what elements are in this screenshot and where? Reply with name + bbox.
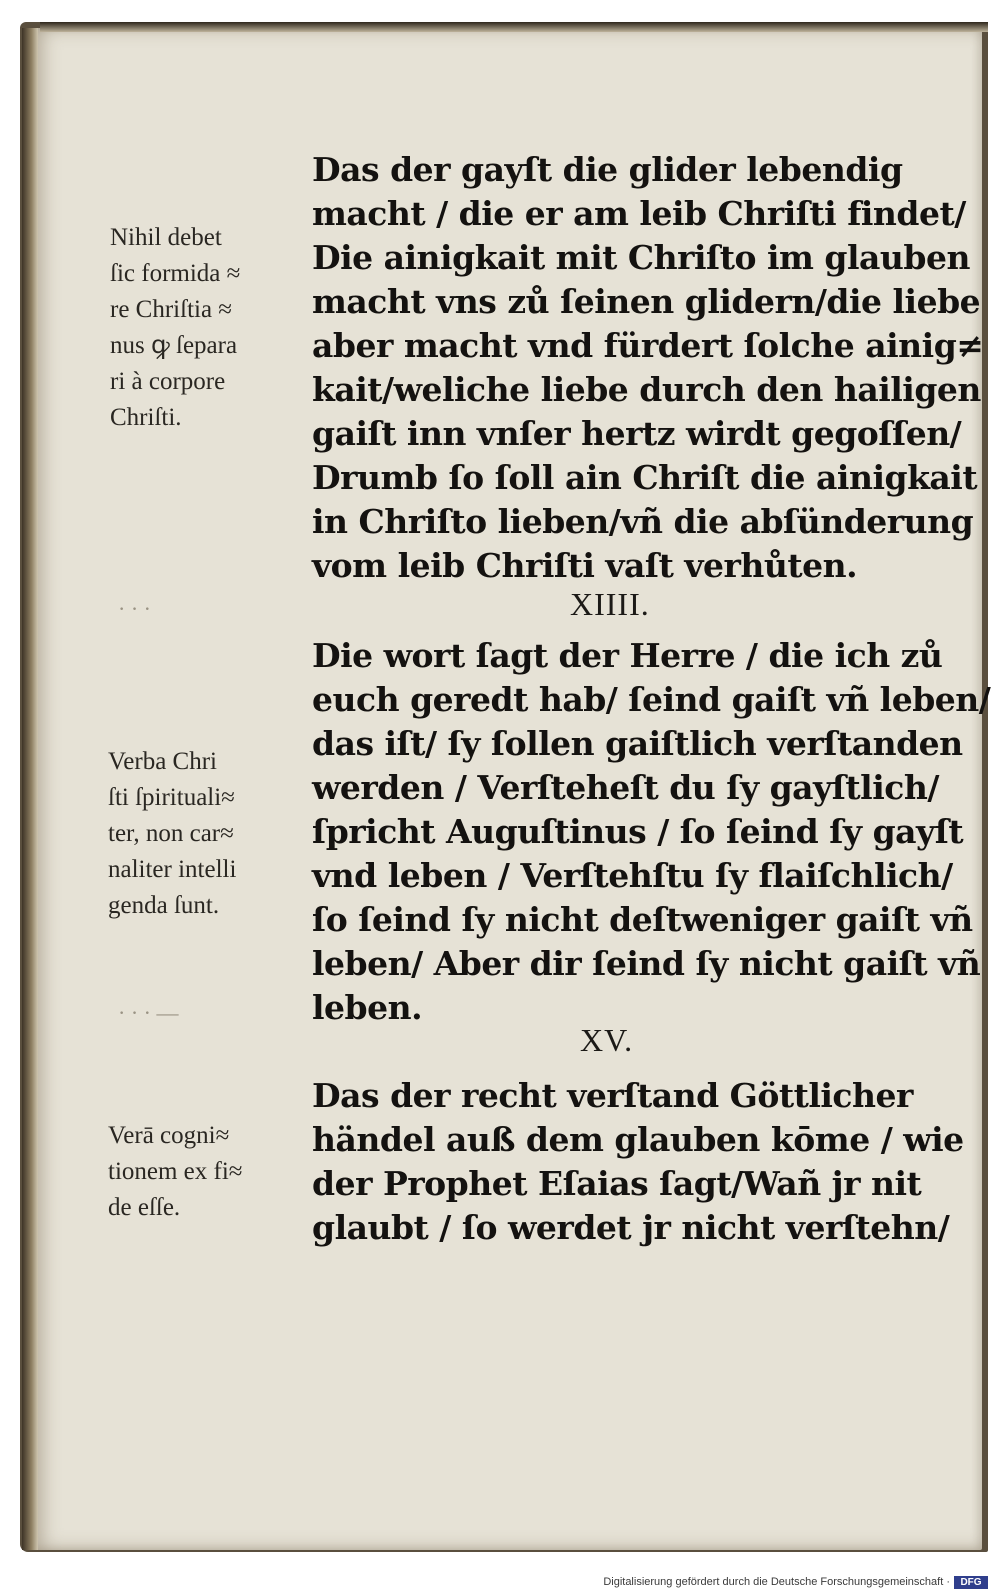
- section-heading-14: XIIII.: [570, 586, 650, 622]
- text-line: euch geredt hab/ ſeind gaiſt vñ leben/: [312, 680, 991, 719]
- margin-line: nus ꝙ ſepara: [110, 332, 238, 359]
- dfg-logo: DFG: [954, 1576, 988, 1589]
- text-line: ſo ſeind ſy nicht deſtweniger gaiſt vñ: [312, 900, 973, 939]
- text-line: macht / die er am leib Chriſti findet/: [312, 194, 966, 233]
- margin-line: Verba Chri: [108, 748, 217, 775]
- main-text-column: [312, 148, 991, 1250]
- text-line: der Prophet Eſaias ſagt/Wañ jr nit: [312, 1164, 922, 1203]
- text-line: Die wort ſagt der Herre / die ich zů: [312, 636, 943, 675]
- text-line: Das der recht verſtand Göttlicher: [312, 1076, 913, 1115]
- bleed-through-mark: · · · —: [118, 1000, 179, 1025]
- margin-line: Chriſti.: [110, 404, 182, 431]
- text-line: vom leib Chriſti vaſt verhůten.: [312, 546, 858, 585]
- margin-line: re Chriſtia ≈: [110, 296, 233, 323]
- text-line: leben/ Aber dir ſeind ſy nicht gaiſt vñ: [312, 944, 981, 983]
- margin-note-2: [108, 744, 308, 924]
- text-line: händel auß dem glauben kōme / wie: [312, 1120, 964, 1159]
- margin-line: naliter intelli: [108, 856, 237, 883]
- text-line: ſpricht Auguſtinus / ſo ſeind ſy gayſt: [312, 812, 964, 851]
- book-spine: [22, 28, 38, 1550]
- margin-line: tionem ex fi≈: [108, 1158, 243, 1185]
- text-line: Drumb ſo ſoll ain Chriſt die ainigkait: [312, 458, 978, 497]
- text-line: Die ainigkait mit Chriſto im glauben: [312, 238, 970, 277]
- text-line: macht vns zů ſeinen glidern/die liebe: [312, 282, 981, 321]
- funding-credit: Digitalisierung gefördert durch die Deutsche Forschungsgemeinschaft ·: [603, 1576, 950, 1588]
- bleed-through-mark: · · ·: [118, 596, 151, 621]
- margin-line: de eſſe.: [108, 1194, 181, 1221]
- text-line: Das der gayſt die glider lebendig: [312, 150, 903, 189]
- page-top-edge: [40, 22, 988, 32]
- margin-line: ter, non car≈: [108, 820, 234, 847]
- margin-line: ſic formida ≈: [110, 260, 241, 287]
- paragraph-block-3: [312, 1074, 964, 1250]
- margin-note-1: [110, 220, 310, 436]
- margin-line: genda ſunt.: [108, 892, 220, 919]
- margin-line: ri à corpore: [110, 368, 226, 395]
- margin-line: ſti ſpirituali≈: [108, 784, 235, 811]
- section-heading-15: XV.: [580, 1022, 634, 1058]
- margin-note-3: [108, 1118, 308, 1226]
- paragraph-block-2: [312, 634, 991, 1030]
- text-line: das iſt/ ſy ſollen gaiſtlich verſtanden: [312, 724, 963, 763]
- text-line: gaiſt inn vnſer hertz wirdt gegoſſen/: [312, 414, 962, 453]
- text-line: vnd leben / Verſtehſtu ſy flaiſchlich/: [312, 856, 953, 895]
- margin-line: Nihil debet: [110, 224, 222, 251]
- text-line: in Chriſto lieben/vñ die abſünderung: [312, 502, 974, 541]
- margin-line: Verā cogni≈: [108, 1122, 230, 1149]
- paragraph-block-1: [312, 148, 984, 588]
- text-line: aber macht vnd fürdert ſolche ainig≠: [312, 326, 984, 365]
- text-line: kait/weliche liebe durch den hailigen: [312, 370, 981, 409]
- text-line: glaubt / ſo werdet jr nicht verſtehn/: [312, 1208, 950, 1247]
- text-line: leben.: [312, 988, 423, 1027]
- text-line: werden / Verſteheſt du ſy gayſtlich/: [312, 768, 939, 807]
